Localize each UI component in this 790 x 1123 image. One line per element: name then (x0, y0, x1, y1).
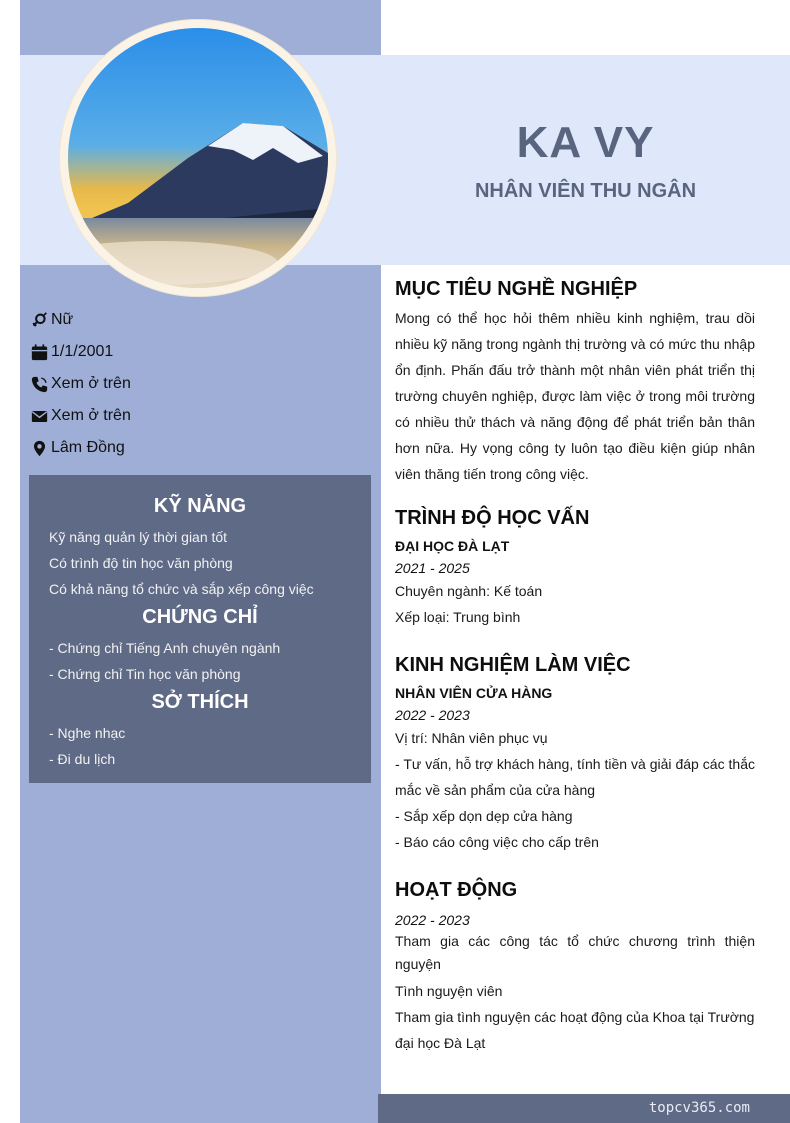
contact-text: Lâm Đồng (51, 439, 125, 456)
education-line: Xếp loại: Trung bình (395, 609, 521, 625)
envelope-icon (29, 406, 49, 426)
contact-text: Nữ (51, 311, 74, 328)
profile-photo (60, 20, 336, 296)
experience-line: - Tư vấn, hỗ trợ khách hàng, tính tiền và giải đáp các thắc mắc về sản phẩm của cửa hàng (395, 756, 755, 798)
company-name: NHÂN VIÊN CỬA HÀNG (395, 685, 553, 701)
activity-line: Tình nguyện viên (395, 983, 503, 999)
activity-line: Tham gia tình nguyện các hoạt động của Khoa tại Trường đại học Đà Lạt (395, 1009, 755, 1051)
activities-period: 2022 - 2023 (395, 912, 470, 928)
footer-watermark: topcv365.com (648, 1100, 750, 1116)
skill-item: Có trình độ tin học văn phòng (49, 555, 233, 571)
objective-title: MỤC TIÊU NGHỀ NGHIỆP (395, 278, 638, 300)
phone-icon (29, 374, 49, 394)
contact-text: Xem ở trên (51, 375, 131, 392)
location-pin-icon (29, 438, 49, 458)
activity-line: Tham gia các công tác tổ chức chương trình thiện nguyện (395, 933, 755, 972)
gender-icon (29, 310, 49, 330)
objective-text: Mong có thể học hỏi thêm nhiều kinh nghiệm, trau dồi nhiều kỹ năng trong ngành thị trường và có mức thu nhập ổn định. Phấn đấu trở thành một nhân viên phát triển thị trường chuyên nghiệp, được làm việc ở trong môi trường có nhiều thử thách và năng động để phát triển bản thân hơn nữa. Hy vọng công ty luôn tạo điều kiện giúp nhân viên thăng tiến trong công việc. (395, 310, 755, 482)
contact-text: 1/1/2001 (51, 343, 114, 360)
school-name: ĐẠI HỌC ĐÀ LẠT (395, 538, 510, 554)
education-period: 2021 - 2025 (395, 560, 470, 576)
contact-email (29, 400, 131, 432)
contact-text: Xem ở trên (51, 407, 131, 424)
contact-phone (29, 368, 131, 400)
hobby-item: - Nghe nhạc (49, 725, 126, 741)
contact-address (29, 432, 131, 464)
skills-box (29, 475, 371, 783)
certificates-title: CHỨNG CHỈ (142, 606, 258, 628)
calendar-icon (29, 342, 49, 362)
skills-title: KỸ NĂNG (153, 495, 247, 517)
candidate-name: KA VY (516, 118, 655, 167)
experience-title: KINH NGHIỆM LÀM VIỆC (395, 654, 631, 676)
hobbies-title: SỞ THÍCH (151, 691, 249, 713)
activities-section (395, 879, 755, 1056)
skill-item: Kỹ năng quản lý thời gian tốt (49, 529, 228, 545)
education-section (395, 507, 755, 630)
certificate-item: - Chứng chỉ Tin học văn phòng (49, 666, 241, 682)
contact-gender (29, 304, 131, 336)
education-title: TRÌNH ĐỘ HỌC VẤN (395, 507, 590, 529)
contact-birthday (29, 336, 131, 368)
mountain-photo (68, 28, 328, 288)
education-line: Chuyên ngành: Kế toán (395, 583, 543, 599)
contact-list (29, 304, 131, 464)
experience-period: 2022 - 2023 (395, 707, 470, 723)
experience-section (395, 654, 755, 855)
experience-line: - Sắp xếp dọn dẹp cửa hàng (395, 808, 573, 824)
activities-title: HOẠT ĐỘNG (395, 879, 518, 901)
objective-section (395, 278, 755, 487)
hobby-item: - Đi du lịch (49, 751, 116, 767)
candidate-role: NHÂN VIÊN THU NGÂN (474, 180, 697, 202)
experience-line: - Báo cáo công việc cho cấp trên (395, 834, 599, 850)
experience-line: Vị trí: Nhân viên phục vụ (395, 730, 548, 746)
footer-bar (378, 1094, 790, 1123)
certificate-item: - Chứng chỉ Tiếng Anh chuyên ngành (49, 640, 281, 656)
skill-item: Có khả năng tổ chức và sắp xếp công việc (49, 581, 314, 597)
